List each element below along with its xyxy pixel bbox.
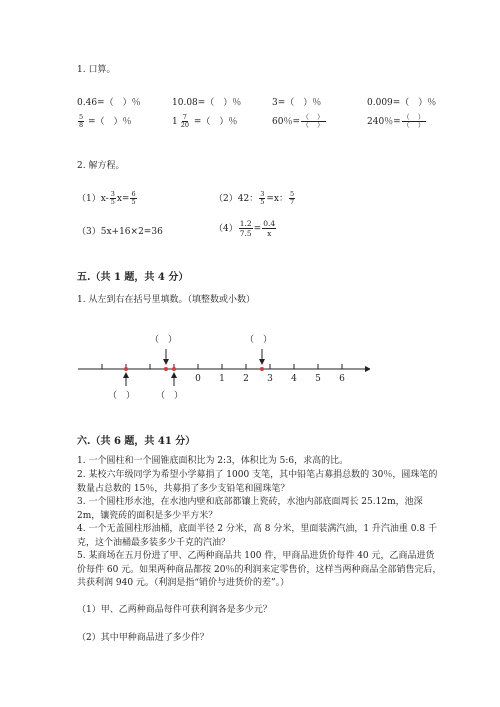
bottom-blank-2: （ ）	[156, 391, 184, 401]
section2-title: 2. 解方程。	[77, 161, 125, 171]
tick-label-5: 5	[315, 374, 321, 384]
problem-1: 1. 一个圆柱和一个圆锥底面积比为 2:3，体积比为 5:6，求高的比。	[77, 456, 349, 466]
problem-4: 4. 一个无盖圆柱形油桶，底面半径 2 分米，高 8 分米，里面装满汽油，1 升汽油重 0.8 千克，这个油桶最多装多少千克的汽油？	[77, 524, 437, 548]
equation-4: （4） $\frac{1.2}{7.5}$ = $\frac{0.4}{x}$	[214, 219, 276, 238]
problem-2: 2. 某校六年级同学为希望小学募捐了 1000 支笔，其中铅笔占募捐总数的 30％，圆珠笔的数量占总数的 15％，共募捐了多少支铅笔和圆珠笔？	[77, 470, 438, 494]
section5-heading: 五.（共 1 题，共 4 分）	[77, 272, 189, 283]
equation-2: （2）42： $\frac{3}{5}$ =x： $\frac{5}{7}$	[214, 190, 295, 206]
oral-calc-7: 60％= $\frac{( )}{( )}$	[272, 113, 325, 129]
oral-calc-2: 10.08=（ ）％	[172, 98, 242, 108]
equation-3: （3）5x+16×2=36	[77, 227, 163, 237]
oral-calc-5: $\frac{5}{8}$ =（ ）％	[79, 113, 132, 129]
tick-label-4: 4	[291, 374, 297, 384]
down-arrow-1	[163, 359, 169, 365]
tick-label-0: 0	[195, 374, 201, 384]
top-blank-1: （ ）	[150, 335, 178, 345]
up-arrow-2	[171, 372, 177, 378]
oral-calc-3: 3=（ ）％	[272, 98, 322, 108]
tick-label-3: 3	[267, 374, 273, 384]
section6-heading: 六.（共 6 题，共 41 分）	[77, 436, 196, 447]
oral-calc-8: 240％= $\frac{( )}{( )}$	[367, 113, 426, 129]
sub-question-1: （1）甲、乙两种商品每件可获利润各是多少元？	[77, 605, 272, 615]
top-blank-2: （ ）	[245, 335, 273, 345]
section5-question: 1. 从左到右在括号里填数。（填整数或小数）	[77, 295, 255, 305]
oral-calc-1: 0.46=（ ）％	[77, 98, 141, 108]
sub-question-2: （2）其中甲种商品进了多少件？	[77, 633, 209, 643]
equation-1: （1）x- $\frac{3}{5}$ x= $\frac{6}{5}$	[77, 190, 136, 206]
problem-3: 3. 一个圆柱形水池，在水池内壁和底部都镶上瓷砖，水池内部底面周长 25.12m，池深 2m，镶瓷砖的面积是多少平方米？	[77, 497, 423, 521]
tick-label-2: 2	[243, 374, 249, 384]
section1-title: 1. 口算。	[77, 65, 116, 75]
oral-calc-6: 1 $\frac{7}{20}$ =（ ）％	[172, 113, 238, 129]
ticks	[102, 364, 342, 369]
bottom-blank-1: （ ）	[108, 391, 136, 401]
tick-label-1: 1	[219, 374, 225, 384]
up-arrow-1	[123, 372, 129, 378]
down-arrow-2	[259, 359, 265, 365]
oral-calc-4: 0.009=（ ）％	[367, 98, 437, 108]
axis-arrow	[365, 366, 370, 372]
number-line	[70, 330, 370, 405]
problem-5: 5. 某商场在五月份进了甲、乙两种商品共 100 件，甲商品进货价每件 40 元，乙商品进货价每件 60 元。如果两种商品都按 20％的利润来定零售价，这样当两种商品全部销售完后，共获利润 940 元。（利润是指“销价与进货价的差”。）	[77, 551, 442, 588]
tick-label-6: 6	[339, 374, 345, 384]
